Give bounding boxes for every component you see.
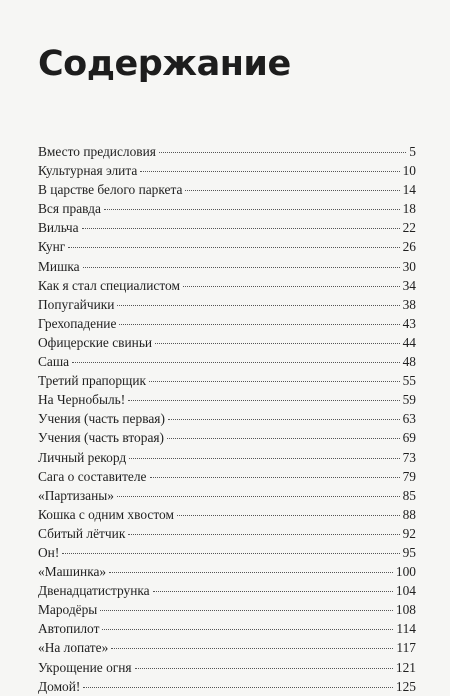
toc-entry-title: Как я стал специалистом: [38, 277, 180, 293]
toc-entry-page-number: 34: [402, 277, 416, 293]
toc-entry-page-number: 5: [409, 144, 416, 159]
toc-entry: [38, 677, 416, 696]
toc-entry-title: Автопилот: [38, 621, 100, 637]
toc-entry-title: Укрощение огня: [38, 659, 132, 675]
toc-entry: [38, 543, 416, 562]
toc-entry-page-number: 125: [395, 678, 416, 694]
toc-entry: [38, 428, 416, 447]
dot-leader: [83, 687, 393, 688]
toc-entry-title: Культурная элита: [38, 163, 138, 179]
toc-entry-page-number: 69: [402, 430, 416, 446]
dot-leader: [111, 648, 393, 649]
dot-leader: [117, 305, 399, 306]
toc-entry-page-number: 85: [402, 487, 416, 503]
toc-entry-page-number: 44: [402, 334, 416, 350]
dot-leader: [117, 496, 400, 497]
toc-entry: [38, 600, 416, 619]
toc-entry-title: Он!: [38, 544, 60, 560]
toc-entry-title: Мишка: [38, 258, 80, 274]
dot-leader: [102, 629, 393, 630]
toc-entry-page-number: 48: [402, 354, 416, 370]
toc-entry: [38, 371, 416, 390]
toc-entry: [38, 295, 416, 314]
toc-entry-title: Сбитый лётчик: [38, 525, 126, 541]
toc-entry-title: Вместо предисловия: [38, 144, 156, 159]
toc-entry: [38, 658, 416, 677]
toc-entry: [38, 257, 416, 276]
toc-entry: [38, 161, 416, 180]
toc-entry-title: В царстве белого паркета: [38, 182, 183, 198]
toc-entry-page-number: 14: [402, 182, 416, 198]
dot-leader: [62, 553, 399, 554]
toc-entry: [38, 237, 416, 256]
dot-leader: [155, 343, 400, 344]
toc-entry-page-number: 121: [395, 659, 416, 675]
toc-entry-title: «На лопате»: [38, 640, 109, 656]
dot-leader: [68, 247, 399, 248]
toc-entry-page-number: 30: [402, 258, 416, 274]
toc-entry-page-number: 10: [402, 163, 416, 179]
toc-entry-title: Личный рекорд: [38, 449, 127, 465]
toc-entry-page-number: 100: [395, 564, 416, 580]
dot-leader: [119, 324, 399, 325]
toc-entry-title: Вильча: [38, 220, 79, 236]
dot-leader: [153, 591, 393, 592]
dot-leader: [104, 209, 400, 210]
toc-entry-page-number: 88: [402, 506, 416, 522]
toc-entry: [38, 199, 416, 218]
toc-entry-title: Попугайчики: [38, 296, 115, 312]
dot-leader: [128, 534, 399, 535]
toc-entry-title: Вся правда: [38, 201, 101, 217]
toc-entry: [38, 180, 416, 199]
toc-entry-page-number: 18: [402, 201, 416, 217]
toc-entry: [38, 352, 416, 371]
toc-entry: [38, 581, 416, 600]
dot-leader: [109, 572, 393, 573]
toc-entry-title: Двенадцатиструнка: [38, 583, 150, 599]
toc-entry: [38, 638, 416, 657]
toc-entry-page-number: 73: [402, 449, 416, 465]
toc-entry: [38, 505, 416, 524]
toc-entry-page-number: 63: [402, 411, 416, 427]
toc-entry: [38, 524, 416, 543]
dot-leader: [149, 381, 400, 382]
toc-entry-title: Грехопадение: [38, 315, 117, 331]
dot-leader: [150, 477, 400, 478]
toc-entry-page-number: 108: [395, 602, 416, 618]
toc-entry-title: Мародёры: [38, 602, 98, 618]
toc-entry: [38, 314, 416, 333]
dot-leader: [83, 267, 400, 268]
toc-entry-title: Офицерские свиньи: [38, 334, 153, 350]
toc-entry-title: Домой!: [38, 678, 81, 694]
toc-entry: [38, 390, 416, 409]
toc-entry-page-number: 26: [402, 239, 416, 255]
dot-leader: [159, 152, 406, 153]
table-of-contents: [38, 142, 416, 696]
dot-leader: [100, 610, 393, 611]
dot-leader: [135, 668, 393, 669]
toc-entry-title: Кунг: [38, 239, 66, 255]
dot-leader: [82, 228, 400, 229]
toc-entry: [38, 218, 416, 237]
toc-entry-title: Учения (часть первая): [38, 411, 165, 427]
dot-leader: [183, 286, 400, 287]
toc-entry-page-number: 79: [402, 468, 416, 484]
toc-entry-title: «Партизаны»: [38, 487, 114, 503]
toc-entry-page-number: 95: [402, 544, 416, 560]
toc-entry-title: На Чернобыль!: [38, 392, 126, 408]
toc-entry-page-number: 55: [402, 373, 416, 389]
toc-entry-page-number: 22: [402, 220, 416, 236]
toc-entry-title: Учения (часть вторая): [38, 430, 165, 446]
toc-entry: [38, 142, 416, 161]
toc-entry: [38, 467, 416, 486]
toc-entry-page-number: 117: [396, 640, 416, 656]
toc-entry-page-number: 92: [402, 525, 416, 541]
toc-entry-page-number: 38: [402, 296, 416, 312]
dot-leader: [129, 458, 399, 459]
dot-leader: [128, 400, 399, 401]
toc-entry-title: Третий прапорщик: [38, 373, 147, 389]
dot-leader: [72, 362, 399, 363]
toc-entry: [38, 333, 416, 352]
dot-leader: [168, 419, 400, 420]
toc-entry: [38, 486, 416, 505]
toc-entry-page-number: 114: [396, 621, 416, 637]
toc-entry: [38, 409, 416, 428]
toc-entry: [38, 276, 416, 295]
toc-entry-title: Кошка с одним хвостом: [38, 506, 174, 522]
toc-entry-page-number: 104: [395, 583, 416, 599]
dot-leader: [177, 515, 400, 516]
toc-entry-title: Сага о составителе: [38, 468, 147, 484]
toc-entry: [38, 619, 416, 638]
dot-leader: [140, 171, 399, 172]
toc-entry: [38, 448, 416, 467]
dot-leader: [185, 190, 399, 191]
page-title: Содержание: [38, 44, 291, 84]
toc-entry-page-number: 59: [402, 392, 416, 408]
toc-entry-title: Саша: [38, 354, 70, 370]
toc-entry-page-number: 43: [402, 315, 416, 331]
toc-entry: [38, 562, 416, 581]
toc-entry-title: «Машинка»: [38, 564, 107, 580]
dot-leader: [167, 438, 400, 439]
